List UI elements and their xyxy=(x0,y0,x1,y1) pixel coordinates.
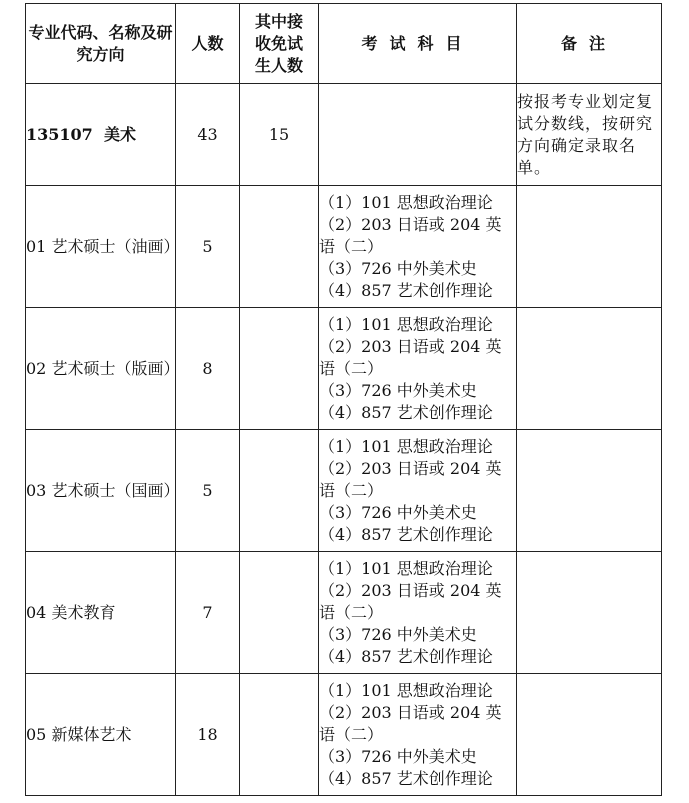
subject-line: 语（二） xyxy=(319,236,384,256)
subject-line: （3）726 中外美术史 xyxy=(319,502,477,522)
table-row xyxy=(26,674,662,796)
subject-line: （4）857 艺术创作理论 xyxy=(319,646,493,666)
direction-exempt-cell xyxy=(240,674,319,796)
direction-exempt-cell xyxy=(240,430,319,552)
major-name: 135107 美术 xyxy=(26,84,176,186)
direction-count: 7 xyxy=(176,552,240,674)
direction-name: 02 艺术硕士（版画） xyxy=(26,308,176,430)
remarks-note: 按报考专业划定复试分数线，按研究方向确定录取名单。 xyxy=(517,84,662,186)
subject-line: （4）857 艺术创作理论 xyxy=(319,768,493,788)
subject-line: （3）726 中外美术史 xyxy=(319,380,477,400)
table-row xyxy=(26,430,662,552)
subject-line: （2）203 日语或 204 英 xyxy=(319,336,502,356)
direction-subjects xyxy=(319,308,517,430)
subject-line: （1）101 思想政治理论 xyxy=(319,680,493,700)
table-header-row xyxy=(26,4,662,84)
direction-subjects xyxy=(319,552,517,674)
table-row xyxy=(26,552,662,674)
header-remarks: 备注 xyxy=(517,4,662,84)
direction-remarks-cell xyxy=(517,430,662,552)
direction-remarks-cell xyxy=(517,186,662,308)
direction-name: 03 艺术硕士（国画） xyxy=(26,430,176,552)
header-major: 专业代码、名称及研究方向 xyxy=(26,4,176,84)
subject-line: （1）101 思想政治理论 xyxy=(319,436,493,456)
direction-count: 5 xyxy=(176,186,240,308)
direction-count: 5 xyxy=(176,430,240,552)
table-row xyxy=(26,308,662,430)
direction-remarks-cell xyxy=(517,674,662,796)
direction-name: 05 新媒体艺术 xyxy=(26,674,176,796)
direction-subjects xyxy=(319,674,517,796)
subject-line: （4）857 艺术创作理论 xyxy=(319,402,493,422)
direction-subjects xyxy=(319,186,517,308)
subject-line: （3）726 中外美术史 xyxy=(319,258,477,278)
table-row-total xyxy=(26,84,662,186)
subject-line: 语（二） xyxy=(319,358,384,378)
subject-line: （1）101 思想政治理论 xyxy=(319,192,493,212)
direction-count: 8 xyxy=(176,308,240,430)
direction-subjects xyxy=(319,430,517,552)
table-row xyxy=(26,186,662,308)
subject-line: （4）857 艺术创作理论 xyxy=(319,280,493,300)
subject-line: （3）726 中外美术史 xyxy=(319,624,477,644)
subject-line: （2）203 日语或 204 英 xyxy=(319,458,502,478)
header-exempt: 其中接收免试生人数 xyxy=(240,4,319,84)
subject-line: （4）857 艺术创作理论 xyxy=(319,524,493,544)
subject-line: 语（二） xyxy=(319,480,384,500)
major-exempt-count: 15 xyxy=(240,84,319,186)
direction-name: 04 美术教育 xyxy=(26,552,176,674)
subject-line: （2）203 日语或 204 英 xyxy=(319,214,502,234)
subject-line: （1）101 思想政治理论 xyxy=(319,558,493,578)
subject-line: 语（二） xyxy=(319,724,384,744)
direction-exempt-cell xyxy=(240,186,319,308)
subject-line: 语（二） xyxy=(319,602,384,622)
direction-exempt-cell xyxy=(240,552,319,674)
subject-line: （3）726 中外美术史 xyxy=(319,746,477,766)
major-count: 43 xyxy=(176,84,240,186)
direction-name: 01 艺术硕士（油画） xyxy=(26,186,176,308)
direction-remarks-cell xyxy=(517,308,662,430)
header-subjects: 考试科目 xyxy=(319,4,517,84)
direction-count: 18 xyxy=(176,674,240,796)
subject-line: （1）101 思想政治理论 xyxy=(319,314,493,334)
direction-exempt-cell xyxy=(240,308,319,430)
major-subjects-cell xyxy=(319,84,517,186)
admissions-table xyxy=(25,3,662,796)
header-count: 人数 xyxy=(176,4,240,84)
direction-remarks-cell xyxy=(517,552,662,674)
subject-line: （2）203 日语或 204 英 xyxy=(319,702,502,722)
direction-rows xyxy=(26,186,662,796)
subject-line: （2）203 日语或 204 英 xyxy=(319,580,502,600)
